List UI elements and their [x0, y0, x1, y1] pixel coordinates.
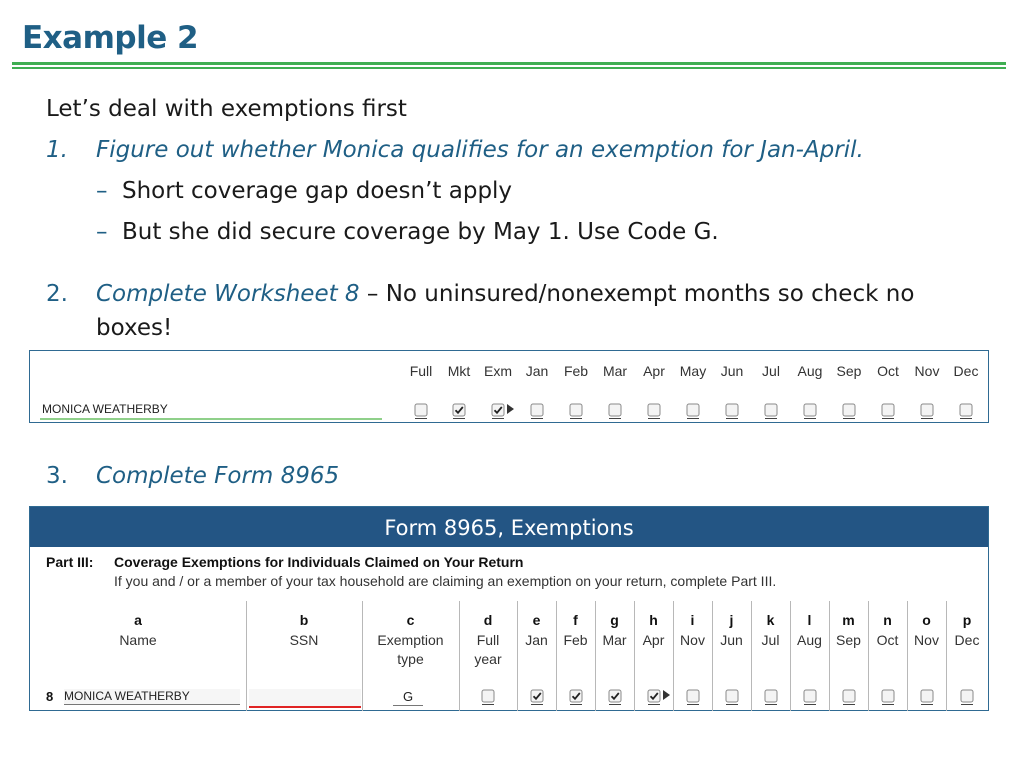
column-letter-k: k	[766, 612, 775, 628]
checkbox-icon	[803, 403, 817, 419]
column-header-a	[30, 631, 246, 650]
worksheet-col-oct: Oct	[877, 363, 899, 379]
worksheet-col-exm: Exm	[484, 363, 512, 379]
form-checkbox-l[interactable]	[803, 689, 817, 703]
column-letter-o: o	[922, 612, 931, 628]
checkbox-icon	[842, 403, 856, 419]
ssn-field[interactable]	[249, 689, 361, 708]
part-title: Coverage Exemptions for Individuals Claimed on Your Return	[114, 554, 524, 570]
step-3-text: Complete Form 8965	[96, 463, 340, 489]
column-header-h	[634, 631, 673, 650]
column-header-j	[712, 631, 751, 650]
worksheet-col-dec: Dec	[953, 363, 979, 379]
checkbox-icon	[764, 403, 778, 419]
column-letter-m: m	[842, 612, 855, 628]
checkbox-icon	[725, 689, 739, 705]
checkbox-checked-icon	[491, 403, 505, 419]
column-header-k	[751, 631, 790, 650]
row-number: 8	[46, 689, 54, 704]
checkbox-icon	[569, 403, 583, 419]
bullet-2	[96, 219, 996, 249]
worksheet-name-field[interactable]: MONICA WEATHERBY	[40, 402, 382, 420]
column-header-n	[868, 631, 907, 650]
column-header-line: Jun	[720, 632, 743, 648]
column-header-b	[246, 631, 362, 650]
step-1-text: Figure out whether Monica qualifies for an exemption for Jan-April.	[96, 137, 864, 163]
exemption-type-field[interactable]: G	[393, 689, 423, 706]
bullet-2-dash: –	[96, 219, 108, 245]
step-2-line2: boxes!	[96, 315, 173, 341]
form-checkbox-o[interactable]	[920, 689, 934, 703]
bullet-1-text: Short coverage gap doesn’t apply	[122, 178, 513, 204]
step-1-number: 1.	[46, 137, 68, 163]
column-header-line: type	[397, 651, 424, 667]
checkbox-checked-icon	[530, 689, 544, 705]
worksheet-checkbox-jun[interactable]	[725, 403, 739, 417]
form-checkbox-h[interactable]	[647, 689, 661, 703]
checkbox-icon	[920, 403, 934, 419]
form-checkbox-j[interactable]	[725, 689, 739, 703]
column-header-line: Jan	[525, 632, 548, 648]
form-checkbox-e[interactable]	[530, 689, 544, 703]
column-letter-h: h	[649, 612, 658, 628]
form-title-bar: Form 8965, Exemptions	[30, 507, 988, 547]
checkbox-icon	[686, 689, 700, 705]
worksheet-checkbox-nov[interactable]	[920, 403, 934, 417]
column-letter-g: g	[610, 612, 619, 628]
column-header-line: Mar	[602, 632, 627, 648]
column-header-line: Full	[476, 632, 500, 648]
form-checkbox-p[interactable]	[960, 689, 974, 703]
step-2-number: 2.	[46, 281, 68, 307]
step-3-number: 3.	[46, 463, 68, 489]
worksheet-checkbox-feb[interactable]	[569, 403, 583, 417]
column-header-i	[673, 631, 712, 650]
worksheet-checkbox-jul[interactable]	[764, 403, 778, 417]
step-3	[46, 463, 546, 493]
worksheet-col-feb: Feb	[563, 363, 589, 379]
column-letter-p: p	[962, 612, 972, 628]
column-header-l	[790, 631, 829, 650]
column-letter-c: c	[406, 612, 415, 628]
worksheet-col-full: Full	[409, 363, 433, 379]
bullet-1-dash: –	[96, 178, 108, 204]
column-header-line: year	[474, 651, 502, 667]
worksheet-col-sep: Sep	[836, 363, 862, 379]
checkbox-checked-icon	[452, 403, 466, 419]
part-instructions: If you and / or a member of your tax household are claiming an exemption on your return, complete Part III.	[114, 573, 777, 589]
worksheet-checkbox-mkt[interactable]	[452, 403, 466, 417]
step-2	[46, 281, 1006, 345]
expand-arrow-icon[interactable]	[663, 690, 670, 700]
column-letter-j: j	[729, 612, 734, 628]
step-2-text: – No uninsured/nonexempt months so check no	[359, 281, 915, 307]
form-checkbox-m[interactable]	[842, 689, 856, 703]
worksheet-col-mkt: Mkt	[447, 363, 471, 379]
checkbox-icon	[481, 689, 495, 705]
worksheet-col-nov: Nov	[914, 363, 940, 379]
column-header-m	[829, 631, 868, 650]
checkbox-icon	[725, 403, 739, 419]
column-header-line: Nov	[914, 632, 939, 648]
column-header-line: Apr	[642, 632, 665, 648]
checkbox-checked-icon	[569, 689, 583, 705]
worksheet-col-jun: Jun	[720, 363, 744, 379]
checkbox-icon	[764, 689, 778, 705]
checkbox-icon	[920, 689, 934, 705]
checkbox-icon	[530, 403, 544, 419]
title-rule	[12, 62, 1006, 69]
form-checkbox-k[interactable]	[764, 689, 778, 703]
worksheet-checkbox-aug[interactable]	[803, 403, 817, 417]
column-header-line: Nov	[680, 632, 705, 648]
checkbox-icon	[842, 689, 856, 705]
column-header-line: Oct	[876, 632, 899, 648]
name-field[interactable]: MONICA WEATHERBY	[64, 689, 240, 705]
checkbox-icon	[803, 689, 817, 705]
checkbox-icon	[881, 403, 895, 419]
column-header-o	[907, 631, 946, 650]
part-label: Part III:	[46, 554, 94, 570]
column-header-f	[556, 631, 595, 650]
column-header-line: Aug	[797, 632, 822, 648]
slide-title: Example 2	[22, 20, 199, 56]
worksheet-checkbox-sep[interactable]	[842, 403, 856, 417]
column-header-line: Name	[119, 632, 157, 648]
worksheet-checkbox-mar[interactable]	[608, 403, 622, 417]
checkbox-icon	[414, 403, 428, 419]
column-header-line: Exemption	[377, 632, 444, 648]
checkbox-checked-icon	[608, 689, 622, 705]
worksheet-checkbox-jan[interactable]	[530, 403, 544, 417]
worksheet-col-apr: Apr	[643, 363, 665, 379]
form-8965-panel	[29, 506, 989, 711]
checkbox-checked-icon	[647, 689, 661, 705]
column-header-g	[595, 631, 634, 650]
worksheet-col-mar: Mar	[602, 363, 628, 379]
column-letter-i: i	[690, 612, 695, 628]
bullet-2-text: But she did secure coverage by May 1. Use Code G.	[122, 219, 719, 245]
column-letter-e: e	[532, 612, 541, 628]
form-checkbox-i[interactable]	[686, 689, 700, 703]
column-header-line: Dec	[954, 632, 980, 648]
worksheet-checkbox-dec[interactable]	[959, 403, 973, 417]
worksheet-col-jul: Jul	[762, 363, 780, 379]
step-1	[46, 137, 1006, 167]
checkbox-icon	[960, 689, 974, 705]
column-header-line: Jul	[761, 632, 780, 648]
column-header-line: Sep	[836, 632, 861, 648]
column-letter-l: l	[807, 612, 812, 628]
column-letter-b: b	[299, 612, 309, 628]
form-checkbox-g[interactable]	[608, 689, 622, 703]
bullet-1	[96, 178, 996, 208]
column-letter-n: n	[883, 612, 892, 628]
intro-text: Let’s deal with exemptions first	[46, 96, 407, 122]
form-checkbox-n[interactable]	[881, 689, 895, 703]
checkbox-icon	[959, 403, 973, 419]
worksheet-col-aug: Aug	[797, 363, 823, 379]
worksheet-checkbox-apr[interactable]	[647, 403, 661, 417]
checkbox-icon	[647, 403, 661, 419]
form-checkbox-f[interactable]	[569, 689, 583, 703]
column-header-line: Feb	[563, 632, 588, 648]
column-header-e	[517, 631, 556, 650]
column-letter-f: f	[573, 612, 578, 628]
checkbox-icon	[686, 403, 700, 419]
worksheet-col-jan: Jan	[525, 363, 549, 379]
worksheet-checkbox-may[interactable]	[686, 403, 700, 417]
column-header-c	[362, 631, 459, 669]
checkbox-icon	[881, 689, 895, 705]
worksheet-col-may: May	[679, 363, 707, 379]
column-letter-d: d	[483, 612, 493, 628]
column-header-d	[459, 631, 517, 669]
expand-arrow-icon[interactable]	[507, 404, 514, 414]
column-header-p	[946, 631, 988, 650]
worksheet-8-panel	[29, 350, 989, 423]
form-checkbox-d[interactable]	[481, 689, 495, 703]
worksheet-checkbox-exm[interactable]	[491, 403, 505, 417]
column-header-line: SSN	[289, 632, 319, 648]
checkbox-icon	[608, 403, 622, 419]
column-letter-a: a	[134, 612, 142, 628]
worksheet-checkbox-oct[interactable]	[881, 403, 895, 417]
worksheet-checkbox-full[interactable]	[414, 403, 428, 417]
step-2-accent: Complete Worksheet 8	[96, 281, 360, 307]
